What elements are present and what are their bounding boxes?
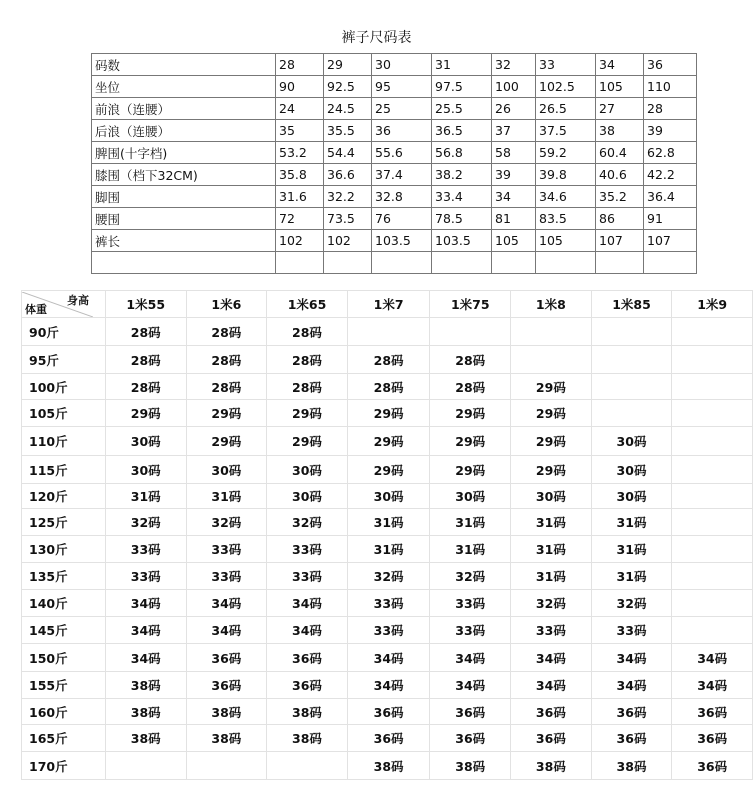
size-recommendation: 34码 bbox=[267, 590, 348, 617]
size-cell: 76 bbox=[372, 208, 432, 230]
size-recommendation: 33码 bbox=[347, 617, 430, 644]
size-recommendation: 38码 bbox=[105, 672, 186, 699]
size-cell: 32 bbox=[492, 54, 536, 76]
size-recommendation bbox=[347, 318, 430, 346]
size-recommendation bbox=[672, 374, 753, 400]
size-recommendation: 33码 bbox=[591, 617, 672, 644]
size-cell: 25.5 bbox=[432, 98, 492, 120]
size-recommendation: 36码 bbox=[511, 725, 592, 752]
size-recommendation: 28码 bbox=[105, 346, 186, 374]
size-recommendation: 31码 bbox=[430, 536, 511, 563]
size-recommendation: 33码 bbox=[105, 563, 186, 590]
size-recommendation: 34码 bbox=[186, 590, 267, 617]
size-recommendation: 36码 bbox=[672, 752, 753, 780]
size-row-label: 后浪（连腰） bbox=[92, 120, 276, 142]
size-cell: 37 bbox=[492, 120, 536, 142]
size-cell: 34 bbox=[596, 54, 644, 76]
size-recommendation: 28码 bbox=[430, 346, 511, 374]
size-cell bbox=[432, 252, 492, 274]
size-recommendation: 38码 bbox=[186, 725, 267, 752]
size-recommendation: 33码 bbox=[347, 590, 430, 617]
size-recommendation: 32码 bbox=[430, 563, 511, 590]
size-recommendation: 34码 bbox=[511, 672, 592, 699]
size-recommendation: 33码 bbox=[511, 617, 592, 644]
weight-label: 115斤 bbox=[22, 456, 106, 484]
size-recommendation: 28码 bbox=[267, 346, 348, 374]
size-recommendation bbox=[186, 752, 267, 780]
size-cell: 35.8 bbox=[276, 164, 324, 186]
size-row bbox=[92, 54, 697, 76]
size-recommendation: 36码 bbox=[672, 699, 753, 725]
size-cell: 34.6 bbox=[536, 186, 596, 208]
size-cell: 102 bbox=[324, 230, 372, 252]
size-recommendation: 28码 bbox=[186, 374, 267, 400]
size-row-label: 坐位 bbox=[92, 76, 276, 98]
weight-label: 145斤 bbox=[22, 617, 106, 644]
weight-row bbox=[22, 644, 753, 672]
size-cell: 40.6 bbox=[596, 164, 644, 186]
size-recommendation: 28码 bbox=[347, 346, 430, 374]
size-row bbox=[92, 208, 697, 230]
weight-row bbox=[22, 699, 753, 725]
weight-label: 120斤 bbox=[22, 484, 106, 509]
size-recommendation: 32码 bbox=[347, 563, 430, 590]
size-row-label: 膝围（档下32CM) bbox=[92, 164, 276, 186]
size-cell: 24 bbox=[276, 98, 324, 120]
size-cell: 62.8 bbox=[644, 142, 697, 164]
size-recommendation bbox=[672, 509, 753, 536]
size-recommendation: 38码 bbox=[591, 752, 672, 780]
size-cell: 30 bbox=[372, 54, 432, 76]
size-recommendation: 36码 bbox=[186, 644, 267, 672]
weight-row bbox=[22, 318, 753, 346]
size-cell: 39 bbox=[644, 120, 697, 142]
size-cell: 32.2 bbox=[324, 186, 372, 208]
size-recommendation: 33码 bbox=[430, 590, 511, 617]
size-recommendation: 30码 bbox=[591, 456, 672, 484]
size-recommendation bbox=[267, 752, 348, 780]
size-cell bbox=[372, 252, 432, 274]
size-cell: 107 bbox=[596, 230, 644, 252]
size-recommendation: 29码 bbox=[347, 427, 430, 456]
size-recommendation bbox=[672, 318, 753, 346]
size-recommendation: 34码 bbox=[105, 617, 186, 644]
size-row-label: 裤长 bbox=[92, 230, 276, 252]
size-recommendation: 33码 bbox=[186, 536, 267, 563]
size-recommendation: 34码 bbox=[672, 672, 753, 699]
weight-label: 155斤 bbox=[22, 672, 106, 699]
size-cell: 36.6 bbox=[324, 164, 372, 186]
weight-label: 125斤 bbox=[22, 509, 106, 536]
size-recommendation: 31码 bbox=[511, 563, 592, 590]
size-recommendation: 32码 bbox=[186, 509, 267, 536]
size-recommendation: 31码 bbox=[591, 509, 672, 536]
size-recommendation: 32码 bbox=[105, 509, 186, 536]
weight-row bbox=[22, 374, 753, 400]
size-recommendation: 31码 bbox=[511, 509, 592, 536]
size-cell: 35.5 bbox=[324, 120, 372, 142]
size-cell: 73.5 bbox=[324, 208, 372, 230]
size-cell: 32.8 bbox=[372, 186, 432, 208]
size-recommendation: 34码 bbox=[186, 617, 267, 644]
size-recommendation: 28码 bbox=[186, 318, 267, 346]
size-cell: 97.5 bbox=[432, 76, 492, 98]
size-cell: 105 bbox=[492, 230, 536, 252]
weight-row bbox=[22, 563, 753, 590]
size-cell: 29 bbox=[324, 54, 372, 76]
size-row bbox=[92, 120, 697, 142]
size-cell: 33 bbox=[536, 54, 596, 76]
size-cell bbox=[324, 252, 372, 274]
size-recommendation: 32码 bbox=[591, 590, 672, 617]
size-cell: 34 bbox=[492, 186, 536, 208]
size-cell: 31.6 bbox=[276, 186, 324, 208]
weight-row bbox=[22, 536, 753, 563]
size-cell: 60.4 bbox=[596, 142, 644, 164]
weight-label: 105斤 bbox=[22, 400, 106, 427]
size-recommendation: 36码 bbox=[591, 725, 672, 752]
size-recommendation bbox=[511, 346, 592, 374]
size-recommendation: 34码 bbox=[347, 672, 430, 699]
size-recommendation: 29码 bbox=[347, 456, 430, 484]
size-row-label: 码数 bbox=[92, 54, 276, 76]
weight-label: 95斤 bbox=[22, 346, 106, 374]
size-recommendation: 30码 bbox=[591, 427, 672, 456]
size-recommendation: 31码 bbox=[186, 484, 267, 509]
size-cell: 54.4 bbox=[324, 142, 372, 164]
height-header: 1米7 bbox=[347, 291, 430, 318]
size-cell: 55.6 bbox=[372, 142, 432, 164]
size-recommendation: 30码 bbox=[105, 456, 186, 484]
size-cell: 86 bbox=[596, 208, 644, 230]
size-recommendation: 34码 bbox=[347, 644, 430, 672]
size-cell: 31 bbox=[432, 54, 492, 76]
size-row-label: 前浪（连腰） bbox=[92, 98, 276, 120]
size-cell: 26 bbox=[492, 98, 536, 120]
size-recommendation: 28码 bbox=[186, 346, 267, 374]
size-recommendation: 38码 bbox=[267, 699, 348, 725]
size-recommendation bbox=[672, 590, 753, 617]
size-recommendation: 33码 bbox=[186, 563, 267, 590]
size-recommendation: 34码 bbox=[672, 644, 753, 672]
size-recommendation: 30码 bbox=[267, 484, 348, 509]
size-recommendation: 34码 bbox=[591, 672, 672, 699]
size-recommendation bbox=[672, 617, 753, 644]
size-recommendation: 29码 bbox=[430, 427, 511, 456]
recommendation-table bbox=[21, 290, 753, 780]
size-cell: 103.5 bbox=[432, 230, 492, 252]
size-cell: 42.2 bbox=[644, 164, 697, 186]
size-cell: 37.4 bbox=[372, 164, 432, 186]
weight-row bbox=[22, 400, 753, 427]
size-recommendation: 28码 bbox=[430, 374, 511, 400]
size-cell bbox=[596, 252, 644, 274]
size-row-label: 脚围 bbox=[92, 186, 276, 208]
size-recommendation: 33码 bbox=[105, 536, 186, 563]
weight-row bbox=[22, 672, 753, 699]
size-cell: 92.5 bbox=[324, 76, 372, 98]
size-recommendation: 29码 bbox=[267, 427, 348, 456]
size-recommendation: 38码 bbox=[186, 699, 267, 725]
size-cell: 39 bbox=[492, 164, 536, 186]
size-cell: 35.2 bbox=[596, 186, 644, 208]
size-recommendation bbox=[591, 400, 672, 427]
size-cell: 53.2 bbox=[276, 142, 324, 164]
size-cell: 105 bbox=[596, 76, 644, 98]
size-recommendation: 29码 bbox=[511, 400, 592, 427]
size-cell: 100 bbox=[492, 76, 536, 98]
page-title: 裤子尺码表 bbox=[341, 30, 412, 46]
size-recommendation: 31码 bbox=[347, 536, 430, 563]
size-cell: 36.5 bbox=[432, 120, 492, 142]
weight-label: 110斤 bbox=[22, 427, 106, 456]
size-recommendation: 36码 bbox=[186, 672, 267, 699]
size-recommendation: 31码 bbox=[511, 536, 592, 563]
size-row bbox=[92, 164, 697, 186]
size-row bbox=[92, 252, 697, 274]
size-row-label: 脾围(十字档) bbox=[92, 142, 276, 164]
size-cell: 38 bbox=[596, 120, 644, 142]
weight-row bbox=[22, 752, 753, 780]
size-recommendation: 38码 bbox=[267, 725, 348, 752]
size-recommendation: 38码 bbox=[511, 752, 592, 780]
height-header: 1米9 bbox=[672, 291, 753, 318]
size-recommendation: 34码 bbox=[105, 590, 186, 617]
size-cell: 58 bbox=[492, 142, 536, 164]
height-header: 1米75 bbox=[430, 291, 511, 318]
weight-label: 140斤 bbox=[22, 590, 106, 617]
height-header: 1米85 bbox=[591, 291, 672, 318]
size-recommendation: 36码 bbox=[430, 699, 511, 725]
size-recommendation: 34码 bbox=[105, 644, 186, 672]
size-recommendation: 31码 bbox=[591, 563, 672, 590]
size-recommendation: 36码 bbox=[347, 725, 430, 752]
size-cell: 78.5 bbox=[432, 208, 492, 230]
size-recommendation: 28码 bbox=[267, 374, 348, 400]
weight-row bbox=[22, 509, 753, 536]
weight-label: 160斤 bbox=[22, 699, 106, 725]
size-cell: 83.5 bbox=[536, 208, 596, 230]
size-recommendation: 29码 bbox=[511, 427, 592, 456]
weight-label: 150斤 bbox=[22, 644, 106, 672]
corner-header bbox=[22, 291, 106, 318]
size-recommendation: 34码 bbox=[511, 644, 592, 672]
weight-row bbox=[22, 346, 753, 374]
size-recommendation: 34码 bbox=[430, 672, 511, 699]
weight-label: 165斤 bbox=[22, 725, 106, 752]
size-recommendation: 31码 bbox=[347, 509, 430, 536]
size-cell: 105 bbox=[536, 230, 596, 252]
size-recommendation: 33码 bbox=[430, 617, 511, 644]
size-recommendation: 28码 bbox=[105, 374, 186, 400]
size-row bbox=[92, 186, 697, 208]
size-row-label: 腰围 bbox=[92, 208, 276, 230]
size-cell: 91 bbox=[644, 208, 697, 230]
size-cell: 24.5 bbox=[324, 98, 372, 120]
size-recommendation: 38码 bbox=[105, 699, 186, 725]
size-cell: 28 bbox=[644, 98, 697, 120]
size-cell: 103.5 bbox=[372, 230, 432, 252]
size-recommendation: 34码 bbox=[591, 644, 672, 672]
size-row bbox=[92, 76, 697, 98]
size-recommendation bbox=[430, 318, 511, 346]
size-recommendation: 36码 bbox=[267, 672, 348, 699]
size-recommendation: 29码 bbox=[186, 427, 267, 456]
size-recommendation bbox=[672, 563, 753, 590]
weight-row bbox=[22, 617, 753, 644]
size-cell: 36 bbox=[644, 54, 697, 76]
size-recommendation: 34码 bbox=[267, 617, 348, 644]
size-recommendation: 30码 bbox=[105, 427, 186, 456]
size-recommendation: 30码 bbox=[347, 484, 430, 509]
height-header-row bbox=[22, 291, 753, 318]
size-recommendation: 32码 bbox=[267, 509, 348, 536]
weight-label: 135斤 bbox=[22, 563, 106, 590]
size-cell: 95 bbox=[372, 76, 432, 98]
size-table bbox=[91, 53, 697, 274]
weight-row bbox=[22, 484, 753, 509]
size-recommendation: 29码 bbox=[430, 400, 511, 427]
size-cell: 26.5 bbox=[536, 98, 596, 120]
size-recommendation: 29码 bbox=[186, 400, 267, 427]
height-header: 1米6 bbox=[186, 291, 267, 318]
size-recommendation: 33码 bbox=[267, 563, 348, 590]
size-recommendation bbox=[105, 752, 186, 780]
weight-label: 170斤 bbox=[22, 752, 106, 780]
size-recommendation: 36码 bbox=[347, 699, 430, 725]
size-recommendation: 30码 bbox=[186, 456, 267, 484]
size-recommendation: 30码 bbox=[430, 484, 511, 509]
size-recommendation: 38码 bbox=[105, 725, 186, 752]
size-cell: 102.5 bbox=[536, 76, 596, 98]
size-recommendation: 30码 bbox=[591, 484, 672, 509]
size-recommendation bbox=[672, 536, 753, 563]
size-cell: 59.2 bbox=[536, 142, 596, 164]
size-recommendation bbox=[591, 374, 672, 400]
size-cell: 27 bbox=[596, 98, 644, 120]
weight-label: 90斤 bbox=[22, 318, 106, 346]
size-recommendation: 29码 bbox=[511, 374, 592, 400]
size-recommendation bbox=[591, 318, 672, 346]
size-recommendation: 34码 bbox=[430, 644, 511, 672]
size-cell: 36.4 bbox=[644, 186, 697, 208]
size-cell: 38.2 bbox=[432, 164, 492, 186]
size-cell: 37.5 bbox=[536, 120, 596, 142]
size-recommendation: 30码 bbox=[511, 484, 592, 509]
size-row-label bbox=[92, 252, 276, 274]
size-recommendation: 30码 bbox=[267, 456, 348, 484]
corner-height-label: 身高 bbox=[67, 293, 89, 307]
size-recommendation: 29码 bbox=[105, 400, 186, 427]
size-recommendation: 28码 bbox=[347, 374, 430, 400]
size-recommendation: 33码 bbox=[267, 536, 348, 563]
size-cell bbox=[276, 252, 324, 274]
weight-row bbox=[22, 725, 753, 752]
weight-label: 130斤 bbox=[22, 536, 106, 563]
size-recommendation: 31码 bbox=[430, 509, 511, 536]
size-recommendation: 36码 bbox=[672, 725, 753, 752]
size-recommendation bbox=[672, 484, 753, 509]
size-recommendation: 28码 bbox=[105, 318, 186, 346]
weight-row bbox=[22, 590, 753, 617]
size-recommendation: 31码 bbox=[591, 536, 672, 563]
size-recommendation bbox=[672, 427, 753, 456]
size-recommendation: 32码 bbox=[511, 590, 592, 617]
size-cell: 35 bbox=[276, 120, 324, 142]
size-cell bbox=[536, 252, 596, 274]
size-cell: 36 bbox=[372, 120, 432, 142]
size-recommendation: 28码 bbox=[267, 318, 348, 346]
height-header: 1米65 bbox=[267, 291, 348, 318]
weight-row bbox=[22, 456, 753, 484]
size-recommendation bbox=[591, 346, 672, 374]
size-cell: 110 bbox=[644, 76, 697, 98]
corner-weight-label: 体重 bbox=[25, 302, 47, 316]
height-header: 1米55 bbox=[105, 291, 186, 318]
size-cell: 28 bbox=[276, 54, 324, 76]
size-recommendation: 29码 bbox=[267, 400, 348, 427]
size-recommendation bbox=[672, 346, 753, 374]
size-row bbox=[92, 142, 697, 164]
size-row bbox=[92, 98, 697, 120]
size-recommendation: 36码 bbox=[267, 644, 348, 672]
size-cell bbox=[644, 252, 697, 274]
size-cell: 107 bbox=[644, 230, 697, 252]
size-cell: 72 bbox=[276, 208, 324, 230]
size-recommendation: 29码 bbox=[347, 400, 430, 427]
height-header: 1米8 bbox=[511, 291, 592, 318]
size-cell: 25 bbox=[372, 98, 432, 120]
size-recommendation: 38码 bbox=[430, 752, 511, 780]
size-recommendation bbox=[672, 456, 753, 484]
weight-label: 100斤 bbox=[22, 374, 106, 400]
size-recommendation: 36码 bbox=[591, 699, 672, 725]
size-recommendation: 29码 bbox=[511, 456, 592, 484]
size-recommendation bbox=[511, 318, 592, 346]
size-cell: 39.8 bbox=[536, 164, 596, 186]
weight-row bbox=[22, 427, 753, 456]
size-cell: 90 bbox=[276, 76, 324, 98]
size-recommendation bbox=[672, 400, 753, 427]
size-recommendation: 29码 bbox=[430, 456, 511, 484]
size-row bbox=[92, 230, 697, 252]
size-recommendation: 36码 bbox=[430, 725, 511, 752]
size-recommendation: 31码 bbox=[105, 484, 186, 509]
size-recommendation: 36码 bbox=[511, 699, 592, 725]
size-cell bbox=[492, 252, 536, 274]
size-recommendation: 38码 bbox=[347, 752, 430, 780]
size-cell: 102 bbox=[276, 230, 324, 252]
size-cell: 81 bbox=[492, 208, 536, 230]
size-cell: 56.8 bbox=[432, 142, 492, 164]
size-cell: 33.4 bbox=[432, 186, 492, 208]
